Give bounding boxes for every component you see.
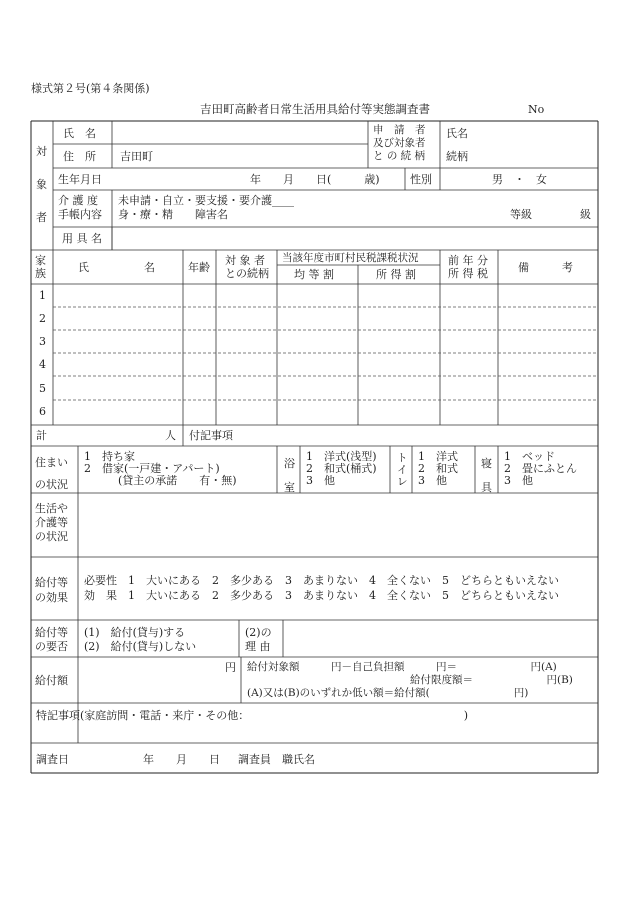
tax-status-header: 当該年度市町村民税課税状況 bbox=[282, 252, 419, 264]
bedding-label: 寝 具 bbox=[481, 457, 492, 494]
effect-label: 給付等 の効果 bbox=[35, 576, 68, 604]
target-side-label: 対 象 者 bbox=[36, 145, 47, 224]
applicant-name-label: 氏名 bbox=[446, 127, 468, 140]
survey-date-value: 年 月 日 bbox=[143, 753, 220, 766]
landlord-consent: (貸主の承諾 有・無) bbox=[118, 474, 237, 487]
name-label: 氏 名 bbox=[63, 127, 96, 140]
housing-option-own: 1 持ち家 bbox=[84, 450, 135, 463]
grade-label: 等級 bbox=[510, 208, 532, 221]
relation-label: 続柄 bbox=[446, 150, 468, 163]
number-label: No bbox=[528, 103, 545, 116]
row-number: 4 bbox=[39, 358, 46, 371]
living-situation-label: 生活や 介護等 の状況 bbox=[35, 502, 68, 543]
total-label: 計 bbox=[36, 429, 47, 442]
address-value: 吉田町 bbox=[120, 150, 153, 163]
row-number: 2 bbox=[39, 312, 46, 325]
toilet-label: ト イ レ bbox=[397, 452, 408, 488]
toilet-options: 1 洋式 2 和式 3 他 bbox=[418, 450, 458, 487]
amount-limit-b: 給付限度額＝ 円(B) bbox=[410, 674, 573, 686]
remarks-header: 備 考 bbox=[518, 261, 573, 274]
row-number: 1 bbox=[39, 289, 46, 302]
row-number: 3 bbox=[39, 335, 46, 348]
reason-label: (2)の 理 由 bbox=[245, 626, 272, 653]
survey-date-label: 調査日 bbox=[36, 753, 69, 766]
decision-options: (1) 給付(貸与)する (2) 給付(貸与)しない bbox=[84, 626, 197, 653]
care-level-label: 介 護 度 手帳内容 bbox=[58, 194, 102, 221]
decision-label: 給付等 の要否 bbox=[35, 626, 68, 653]
amount-label: 給付額 bbox=[35, 674, 68, 687]
effect-scale: 効 果 1 大いにある 2 多少ある 3 あまりない 4 全くない 5 どちらともいえない bbox=[84, 589, 559, 602]
necessity-scale: 必要性 1 大いにある 2 多少ある 3 あまりない 4 全くない 5 どちらともいえない bbox=[84, 574, 559, 587]
row-number: 5 bbox=[39, 382, 46, 395]
sex-label: 性別 bbox=[410, 173, 432, 186]
amount-yen: 円 bbox=[225, 661, 236, 674]
applicant-relation-label: 申 請 者 及び対象者 と の 続 柄 bbox=[373, 124, 426, 162]
bedding-options: 1 ベッド 2 畳にふとん 3 他 bbox=[504, 450, 577, 487]
sex-value: 男 ・ 女 bbox=[492, 173, 547, 186]
housing-option-rent: 2 借家(一戸建・アパート) bbox=[84, 462, 220, 475]
relation-header: 対 象 者 との続柄 bbox=[225, 254, 269, 280]
address-label: 住 所 bbox=[63, 150, 96, 163]
surveyor-label: 調査員 職氏名 bbox=[238, 753, 315, 766]
amount-final: (A)又は(B)のいずれか低い額＝給付額( 円) bbox=[247, 687, 529, 699]
family-side-label: 家 族 bbox=[35, 254, 46, 280]
age-header: 年齢 bbox=[188, 261, 210, 274]
dob-label: 生年月日 bbox=[58, 173, 102, 186]
items-label: 用 具 名 bbox=[62, 232, 102, 245]
amount-formula-a: 給付対象額 円－自己負担額 円＝ 円(A) bbox=[247, 661, 557, 673]
dob-value: 年 月 日( 歳) bbox=[250, 173, 380, 186]
income-levy-header: 所 得 割 bbox=[376, 268, 416, 281]
family-name-header: 氏 名 bbox=[78, 261, 155, 274]
housing-label: 住まい の状況 bbox=[35, 456, 68, 491]
handbook-content: 身・療・精 障害名 bbox=[118, 208, 228, 221]
care-level-options: 未申請・自立・要支援・要介護____ bbox=[118, 194, 294, 207]
row-number: 6 bbox=[39, 405, 46, 418]
total-unit: 人 bbox=[165, 429, 176, 442]
special-notes: 特記事項(家庭訪問・電話・来庁・その他： ) bbox=[36, 709, 469, 722]
prev-income-tax-header: 前 年 分 所 得 税 bbox=[448, 254, 488, 280]
bath-options: 1 洋式(浅型) 2 和式(桶式) 3 他 bbox=[306, 450, 377, 487]
form-number: 様式第２号(第４条関係) bbox=[31, 82, 150, 95]
per-capita-header: 均 等 割 bbox=[294, 268, 334, 281]
note-label: 付記事項 bbox=[189, 429, 233, 442]
grade-unit: 級 bbox=[580, 208, 591, 221]
bath-label: 浴 室 bbox=[284, 457, 295, 494]
page-title: 吉田町高齢者日常生活用具給付等実態調査書 bbox=[200, 102, 430, 116]
